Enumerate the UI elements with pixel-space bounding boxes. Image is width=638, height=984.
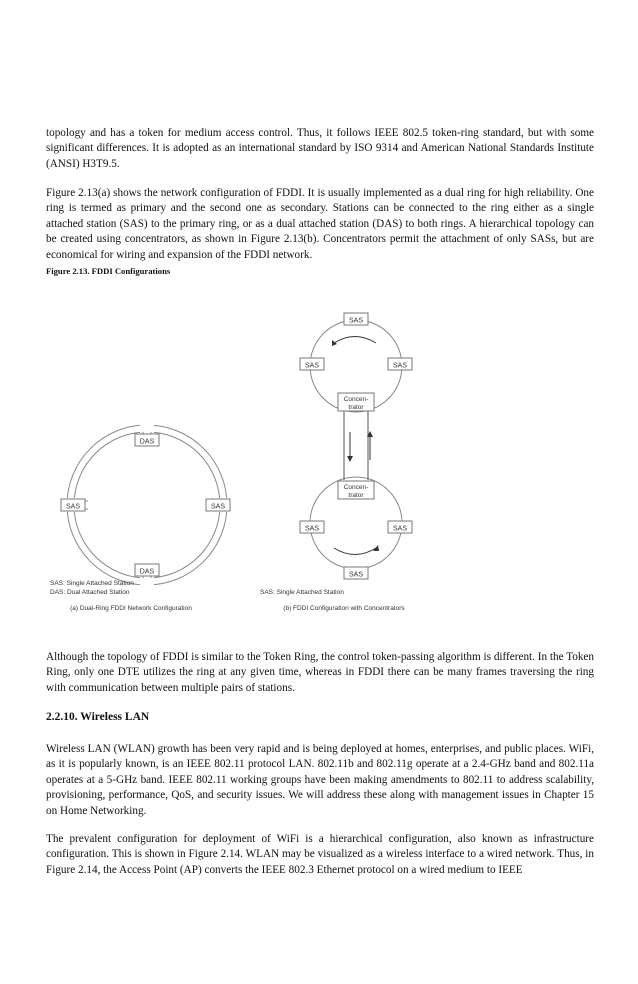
sas-lower-right-label: SAS xyxy=(392,525,408,533)
legend-sas: SAS: Single Attached Station xyxy=(50,580,134,587)
paragraph-fddi-intro: topology and has a token for medium access control. Thus, it follows IEEE 802.5 token-ring standard, but with some significant differences. It is adopted as an international standard by ISO 9314 and American National Standards Institute (ANSI) H3T9.5. xyxy=(46,127,594,170)
concentrator-lower-label-1: Concen- xyxy=(343,484,369,491)
paragraph-wlan-growth: Wireless LAN (WLAN) growth has been very rapid and is being deployed at homes, enterprises, and public places. WiFi, as it is popularly known, is an IEEE 802.11 protocol LAN. 802.11b and 802.11g operate at a 2.4-GHz band and 802.11a operates at a 5-GHz band. IEEE 802.11 working groups have been making amendments to 802.11 to address scalability, provisioning, performance, QoS, and security issues. We will address these along with management issues in Chapter 15 on Home Networking. xyxy=(46,743,594,817)
section-heading-wireless-lan: 2.2.10. Wireless LAN xyxy=(46,711,150,723)
concentrator-lower-label-2: trator xyxy=(348,492,364,499)
legend-sas-right: SAS: Single Attached Station xyxy=(260,589,344,596)
legend-das: DAS: Dual Attached Station xyxy=(50,589,130,596)
subfigure-caption-a: (a) Dual-Ring FDDI Network Configuration xyxy=(70,605,192,612)
das-top-label: DAS xyxy=(139,438,155,446)
subfigure-caption-b: (b) FDDI Configuration with Concentrators xyxy=(283,605,405,612)
sas-upper-right-label: SAS xyxy=(392,362,408,370)
sas-upper-left-label: SAS xyxy=(304,362,320,370)
dual-ring-diagram xyxy=(50,420,232,612)
sas-left-label: SAS xyxy=(65,503,81,511)
sas-top-label: SAS xyxy=(348,317,364,325)
paragraph-fddi-configuration: Figure 2.13(a) shows the network configuration of FDDI. It is usually implemented as a dual ring for high reliability. One ring is termed as primary and the second one as secondary. Stations can be connected to the ring either as a single attached station (SAS) to the primary ring, or as a dual attached station (DAS) to both rings. A hierarchical topology can be created using concentrators, as shown in Figure 2.13(b). Concentrators permit the attachment of only SASs, but are economical for wiring and expansion of the FDDI network. xyxy=(46,187,594,261)
concentrator-upper-label-2: trator xyxy=(348,404,364,411)
sas-bottom-label: SAS xyxy=(348,571,364,579)
figure-caption: Figure 2.13. FDDI Configurations xyxy=(46,266,171,276)
sas-right-label: SAS xyxy=(210,503,226,511)
sas-lower-left-label: SAS xyxy=(304,525,320,533)
concentrator-upper-label-1: Concen- xyxy=(343,396,369,403)
concentrator-diagram xyxy=(260,313,412,612)
das-bottom-label: DAS xyxy=(139,568,155,576)
paragraph-fddi-vs-token-ring: Although the topology of FDDI is similar to the Token Ring, the control token-passing algorithm is different. In the Token Ring, only one DTE utilizes the ring at any given time, whereas in FDDI there can be many frames traversing the ring with communication between multiple pairs of stations. xyxy=(46,651,594,694)
paragraph-wifi-configuration: The prevalent configuration for deployment of WiFi is a hierarchical configuration, also known as infrastructure configuration. This is shown in Figure 2.14. WLAN may be visualized as a wireless interface to a wired network. Thus, in Figure 2.14, the Access Point (AP) converts the IEEE 802.3 Ethernet protocol on a wired medium to IEEE xyxy=(46,833,594,876)
